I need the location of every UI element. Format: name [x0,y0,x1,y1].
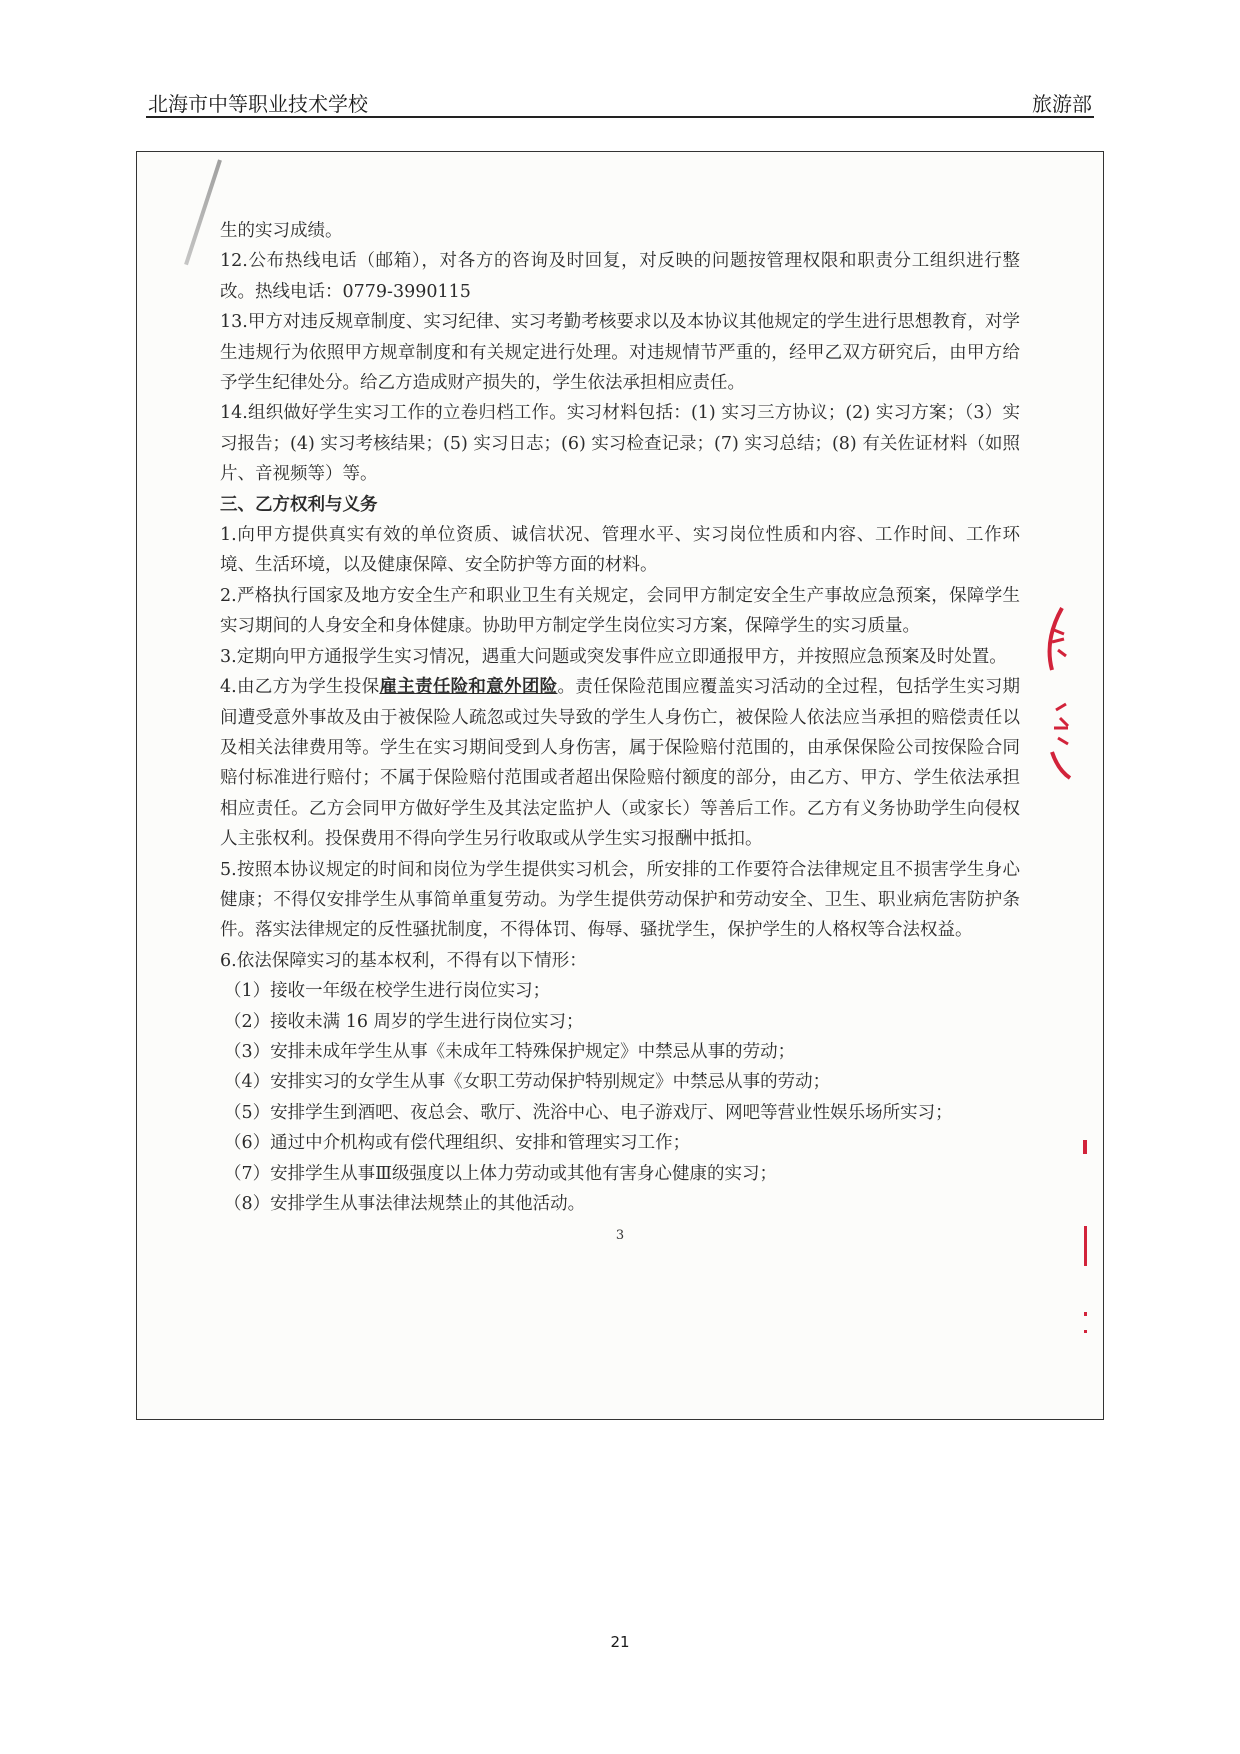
paragraph: 6.依法保障实习的基本权利，不得有以下情形： [220,950,587,971]
insurance-intro-text: 4.由乙方为学生投保 [220,677,380,698]
paragraph: 12.公布热线电话（邮箱），对各方的咨询及时回复，对反映的问题按管理权限和职责分工组织进行整改。热线电话：0779-3990115 [220,251,1020,302]
scanned-page-number: 3 [615,1228,625,1243]
prohibited-item: （2）接收未满 16 周岁的学生进行岗位实习； [224,1011,584,1032]
prohibited-item: （5）安排学生到酒吧、夜总会、歌厅、洗浴中心、电子游戏厅、网吧等营业性娱乐场所实习； [224,1102,953,1123]
prohibited-item: （4）安排实习的女学生从事《女职工劳动保护特别规定》中禁忌从事的劳动； [224,1072,831,1093]
paragraph: 13.甲方对违反规章制度、实习纪律、实习考勤考核要求以及本协议其他规定的学生进行思想教育，对学生违规行为依照甲方规章制度和有关规定进行处理。对违规情节严重的，经甲乙双方研究后，由甲方给予学生纪律处分。给乙方造成财产损失的，学生依法承担相应责任。 [220,312,1020,394]
prohibited-item: （6）通过中介机构或有偿代理组织、安排和管理实习工作； [224,1133,691,1154]
page-number: 21 [610,1633,630,1651]
paragraph-insurance [220,672,1020,854]
paragraph: 14.组织做好学生实习工作的立卷归档工作。实习材料包括：(1) 实习三方协议；(2) 实习方案；（3）实习报告；(4) 实习考核结果；(5) 实习日志；(6) 实习检查记录；(7) 实习总结；(8) 有关佐证材料（如照片、音视频等）等。 [220,403,1020,485]
prohibited-item: （7）安排学生从事Ⅲ级强度以上体力劳动或其他有害身心健康的实习； [224,1163,778,1184]
paragraph: 3.定期向甲方通报学生实习情况，遇重大问题或突发事件应立即通报甲方，并按照应急预案及时处置。 [220,646,1007,667]
header-department: 旅游部 [1032,92,1092,116]
header-divider [146,116,1094,118]
scanned-document-body [220,216,1020,1219]
section-heading: 三、乙方权利与义务 [220,494,378,515]
paragraph: 生的实习成绩。 [220,221,343,241]
paragraph: 1.向甲方提供真实有效的单位资质、诚信状况、管理水平、实习岗位性质和内容、工作时间、工作环境、生活环境，以及健康保障、安全防护等方面的材料。 [220,525,1020,576]
red-seal-fragment [1040,600,1090,800]
prohibited-item: （3）安排未成年学生从事《未成年工特殊保护规定》中禁忌从事的劳动； [224,1041,796,1062]
insurance-detail-text: 。责任保险范围应覆盖实习活动的全过程，包括学生实习期间遭受意外事故及由于被保险人疏忽或过失导致的学生人身伤亡，被保险人依法应当承担的赔偿责任以及相关法律费用等。学生在实习期间受到人身伤害，属于保险赔付范围的，由承保保险公司按保险合同赔付标准进行赔付；不属于保险赔付范围或者超出保险赔付额度的部分，由乙方、甲方、学生依法承担相应责任。乙方会同甲方做好学生及其法定监护人（或家长）等善后工作。乙方有义务协助学生向侵权人主张权利。投保费用不得向学生另行收取或从学生实习报酬中抵扣。 [220,677,1021,850]
paragraph: 5.按照本协议规定的时间和岗位为学生提供实习机会，所安排的工作要符合法律规定且不损害学生身心健康；不得仅安排学生从事简单重复劳动。为学生提供劳动保护和劳动安全、卫生、职业病危害防护条件。落实法律规定的反性骚扰制度，不得体罚、侮辱、骚扰学生，保护学生的人格权等合法权益。 [220,859,1020,941]
prohibited-item: （1）接收一年级在校学生进行岗位实习； [224,981,551,1002]
red-edge-marks [1078,1140,1092,1340]
header-school-name: 北海市中等职业技术学校 [148,92,368,116]
paragraph: 2.严格执行国家及地方安全生产和职业卫生有关规定，会同甲方制定安全生产事故应急预案，保障学生实习期间的人身安全和身体健康。协助甲方制定学生岗位实习方案，保障学生的实习质量。 [220,585,1020,637]
insurance-type-underlined: 雇主责任险和意外团险 [379,677,558,698]
prohibited-item: （8）安排学生从事法律法规禁止的其他活动。 [224,1194,586,1214]
